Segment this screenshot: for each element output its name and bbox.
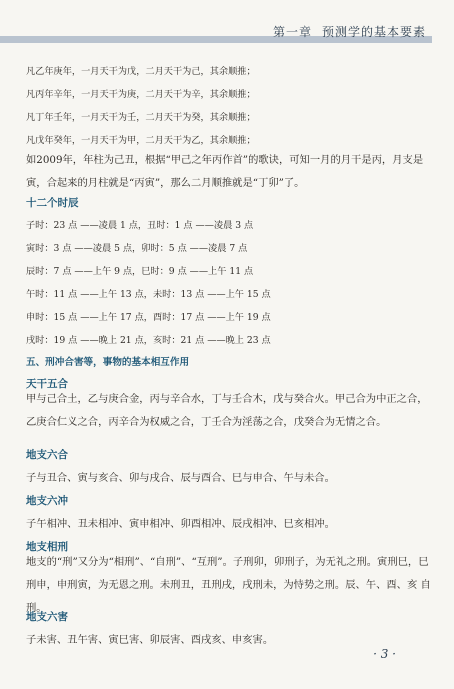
tiangan-wuhe-title: 天干五合 bbox=[26, 378, 68, 390]
tiangan-wuhe-text: 甲与己合土，乙与庚合金，丙与辛合水，丁与壬合木，戊与癸合火。甲己合为中正之合，乙庚合仁义之合，丙辛合为权威之合，丁壬合为淫荡之合，戊癸合为无情之合。 bbox=[26, 393, 428, 428]
dizhi-liuhai-text: 子未害、丑午害、寅巳害、卯辰害、酉戌亥、申亥害。 bbox=[26, 634, 274, 646]
hours-title: 十二个时辰 bbox=[26, 197, 79, 209]
month-rule-4: 凡戊年癸年，一月天干为甲，二月天干为乙，其余顺推； bbox=[26, 135, 256, 146]
header-chapter: 第一章 bbox=[272, 25, 312, 39]
hour-line-6: 戌时：19 点 ——晚上 21 点，亥时：21 点 ——晚上 23 点 bbox=[26, 335, 271, 346]
dizhi-xiangxing-title: 地支相刑 bbox=[26, 541, 68, 553]
dizhi-liuhai-title: 地支六害 bbox=[26, 611, 68, 623]
header-title: 预测学的基本要素 bbox=[321, 25, 426, 39]
dizhi-liuhe-text: 子与丑合、寅与亥合、卯与戌合、辰与酉合、巳与申合、午与未合。 bbox=[26, 472, 335, 484]
hour-line-5: 申时：15 点 ——上午 17 点，酉时：17 点 ——上午 19 点 bbox=[26, 312, 271, 323]
header-text bbox=[263, 23, 426, 40]
dizhi-xiangxing-text: 地支的“刑”又分为“相刑”、“自刑”、“互刑”。子刑卯，卯刑子，为无礼之刑。寅刑巳，巳刑申，申刑寅，为无恩之刑。未刑丑，丑刑戌，戌刑未，为恃势之刑。辰、午、酉、亥 自刑。 bbox=[26, 556, 431, 614]
page-number: · 3 · bbox=[373, 647, 396, 661]
hour-line-4: 午时：11 点 ——上午 13 点，未时：13 点 ——上午 15 点 bbox=[26, 289, 271, 300]
hour-line-3: 辰时：7 点 ——上午 9 点，巳时：9 点 ——上午 11 点 bbox=[26, 266, 254, 277]
dizhi-liuchong-text: 子午相冲、丑未相冲、寅申相冲、卯酉相冲、辰戌相冲、巳亥相冲。 bbox=[26, 518, 335, 530]
section-five-title: 五、刑冲合害等，事物的基本相互作用 bbox=[26, 357, 190, 368]
hour-line-2: 寅时：3 点 ——凌晨 5 点，卯时：5 点 ——凌晨 7 点 bbox=[26, 243, 248, 254]
month-rule-3: 凡丁年壬年，一月天干为壬，二月天干为癸，其余顺推； bbox=[26, 112, 256, 123]
example-paragraph: 如2009年，年柱为己丑，根据“甲己之年丙作首”的歌诀，可知一月的月干是丙，月支是寅，合起来的月柱就是“丙寅”，那么二月顺推就是“丁卯”了。 bbox=[26, 154, 424, 189]
month-rule-2: 凡丙年辛年，一月天干为庚，二月天干为辛，其余顺推； bbox=[26, 89, 256, 100]
hour-line-1: 子时：23 点 ——凌晨 1 点，丑时：1 点 ——凌晨 3 点 bbox=[26, 220, 254, 231]
dizhi-liuchong-title: 地支六冲 bbox=[26, 495, 68, 507]
dizhi-liuhe-title: 地支六合 bbox=[26, 449, 68, 461]
month-rule-1: 凡乙年庚年，一月天干为戊，二月天干为己，其余顺推； bbox=[26, 66, 256, 77]
running-header bbox=[0, 0, 454, 48]
